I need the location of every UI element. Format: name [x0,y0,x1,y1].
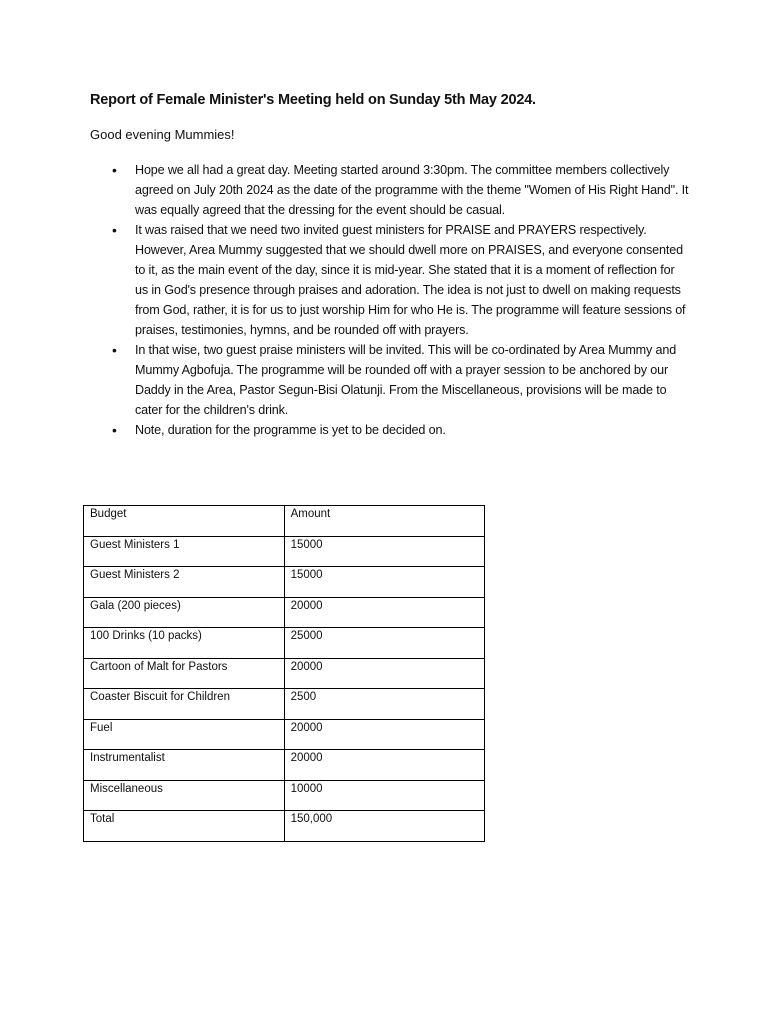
bullet-marker: • [112,222,117,238]
table-row [84,689,485,720]
budget-item-cell: Coaster Biscuit for Children [84,689,285,720]
header-cell-amount: Amount [284,506,484,537]
bullet-text: Note, duration for the programme is yet to be decided on. [135,423,446,437]
budget-item-cell: Guest Ministers 1 [84,536,285,567]
greeting-text: Good evening Mummies! [90,127,235,142]
budget-item-cell: Fuel [84,719,285,750]
bullet-item [90,420,690,440]
amount-cell: 15000 [284,536,484,567]
table-row [84,597,485,628]
budget-table [83,505,485,842]
amount-cell: 20000 [284,658,484,689]
budget-item-cell: Miscellaneous [84,780,285,811]
table-row [84,567,485,598]
budget-item-cell: Gala (200 pieces) [84,597,285,628]
amount-cell: 20000 [284,597,484,628]
amount-cell: 2500 [284,689,484,720]
table-header-row [84,506,485,537]
header-cell-budget: Budget [84,506,285,537]
table-total-row [84,811,485,842]
amount-cell: 20000 [284,719,484,750]
bullet-item [90,160,690,220]
table-row [84,719,485,750]
total-amount-cell: 150,000 [284,811,484,842]
bullet-item [90,220,690,340]
amount-cell: 15000 [284,567,484,598]
bullet-marker: • [112,422,117,438]
bullet-marker: • [112,162,117,178]
budget-item-cell: Instrumentalist [84,750,285,781]
amount-cell: 20000 [284,750,484,781]
bullet-list [90,160,690,440]
amount-cell: 10000 [284,780,484,811]
amount-cell: 25000 [284,628,484,659]
table-row [84,780,485,811]
budget-item-cell: Cartoon of Malt for Pastors [84,658,285,689]
table-row [84,536,485,567]
budget-item-cell: 100 Drinks (10 packs) [84,628,285,659]
bullet-text: Hope we all had a great day. Meeting started around 3:30pm. The committee members collectively agreed on July 20th 2024 as the date of the programme with the theme "Women of His Right Hand". It was equally agreed that the dressing for the event should be casual. [135,163,689,217]
bullet-text: It was raised that we need two invited guest ministers for PRAISE and PRAYERS respectively. However, Area Mummy suggested that we should dwell more on PRAISES, and everyone consented to it, as the main event of the day, since it is mid-year. She stated that it is a moment of reflection for us in God's presence through praises and adoration. The idea is not just to dwell on making requests from God, rather, it is for us to just worship Him for who He is. The programme will feature sessions of praises, testimonies, hymns, and be rounded off with prayers. [135,223,686,337]
bullet-marker: • [112,342,117,358]
table-row [84,750,485,781]
bullet-item [90,340,690,420]
bullet-text: In that wise, two guest praise ministers will be invited. This will be co-ordinated by Area Mummy and Mummy Agbofuja. The programme will be rounded off with a prayer session to be anchored by our Daddy in the Area, Pastor Segun-Bisi Olatunji. From the Miscellaneous, provisions will be made to cater for the children's drink. [135,343,677,417]
budget-item-cell: Guest Ministers 2 [84,567,285,598]
report-title: Report of Female Minister's Meeting held on Sunday 5th May 2024. [90,92,536,108]
table-row [84,628,485,659]
total-label-cell: Total [84,811,285,842]
table-row [84,658,485,689]
